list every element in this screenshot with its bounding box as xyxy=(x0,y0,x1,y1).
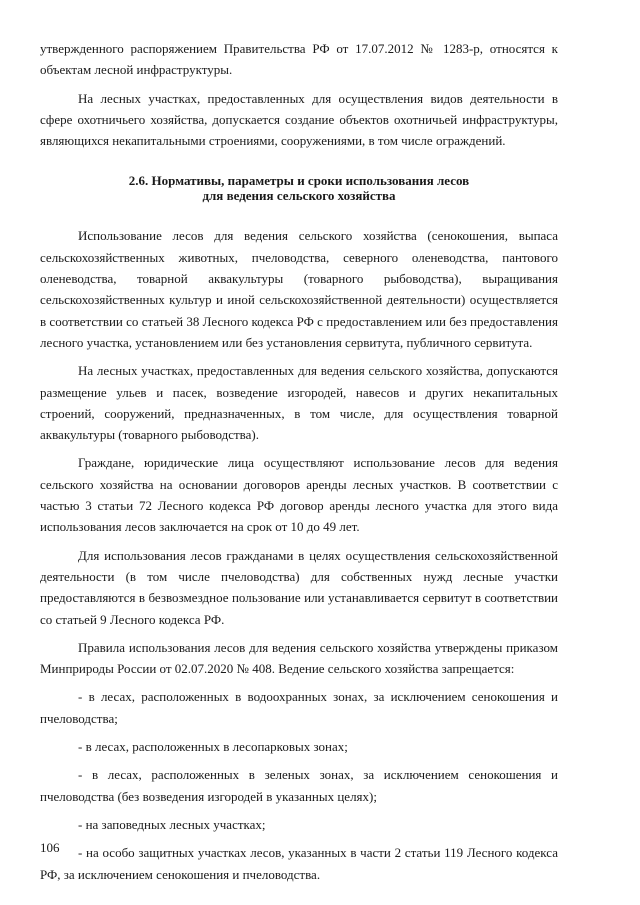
paragraph: Граждане, юридические лица осуществляют использование лесов для ведения сельского хозяйства на основании договоров аренды лесных участков. В соответствии с частью 3 статьи 72 Лесного кодекса РФ договор аренды лесного участка для этого вида использования лесов заключается на срок от 10 до 49 лет. xyxy=(40,455,558,535)
paragraph: утвержденного распоряжением Правительства РФ от 17.07.2012 № 1283-р, относятся к объектам лесной инфраструктуры. xyxy=(40,41,558,78)
paragraph: Для использования лесов гражданами в целях осуществления сельскохозяйственной деятельности (в том числе пчеловодства) для собственных нужд лесные участки предоставляются в безвозмездное пользование или устанавливается сервитут в соответствии со статьей 9 Лесного кодекса РФ. xyxy=(40,547,558,627)
section-heading xyxy=(40,173,558,203)
list-item: - в лесах, расположенных в лесопарковых зонах; xyxy=(78,739,348,755)
paragraph: На лесных участках, предоставленных для осуществления видов деятельности в сфере охотничьего хозяйства, допускается создание объектов охотничьей инфраструктуры, являющихся некапитальными строениями, сооружениями, в том числе ограждений. xyxy=(40,90,558,149)
list-item: - на заповедных лесных участках; xyxy=(78,816,266,832)
section-heading-line: 2.6. Нормативы, параметры и сроки использования лесов xyxy=(128,173,470,189)
paragraph: Правила использования лесов для ведения сельского хозяйства утверждены приказом Минприроды России от 02.07.2020 № 408. Ведение сельского хозяйства запрещается: xyxy=(40,639,558,677)
paragraph: Использование лесов для ведения сельского хозяйства (сенокошения, выпаса сельскохозяйственных животных, пчеловодства, северного оленеводства, пантового оленеводства, товарной аквакультуры (товарного рыбоводства), выращивания сельскохозяйственных культур и иной сельскохозяйственной деятельности) осуществляется в соответствии со статьей 38 Лесного кодекса РФ с предоставлением или без предоставления лесного участка, установлением или без установления сервитута, публичного сервитута. xyxy=(40,228,558,350)
document-body xyxy=(40,38,558,885)
paragraph: На лесных участках, предоставленных для ведения сельского хозяйства, допускаются размещение ульев и пасек, возведение изгородей, навесов и других некапитальных строений, сооружений, предназначенных, в том числе, для осуществления товарной аквакультуры (товарного рыбоводства). xyxy=(40,363,558,443)
list-item: - на особо защитных участках лесов, указанных в части 2 статьи 119 Лесного кодекса РФ, за исключением сенокошения и пчеловодства. xyxy=(40,845,558,882)
section-heading-line: для ведения сельского хозяйства xyxy=(202,188,396,204)
page-number: 106 xyxy=(40,840,60,855)
list-item: - в лесах, расположенных в водоохранных зонах, за исключением сенокошения и пчеловодства; xyxy=(40,689,558,726)
list-item: - в лесах, расположенных в зеленых зонах, за исключением сенокошения и пчеловодства (без возведения изгородей в указанных целях); xyxy=(40,767,558,804)
